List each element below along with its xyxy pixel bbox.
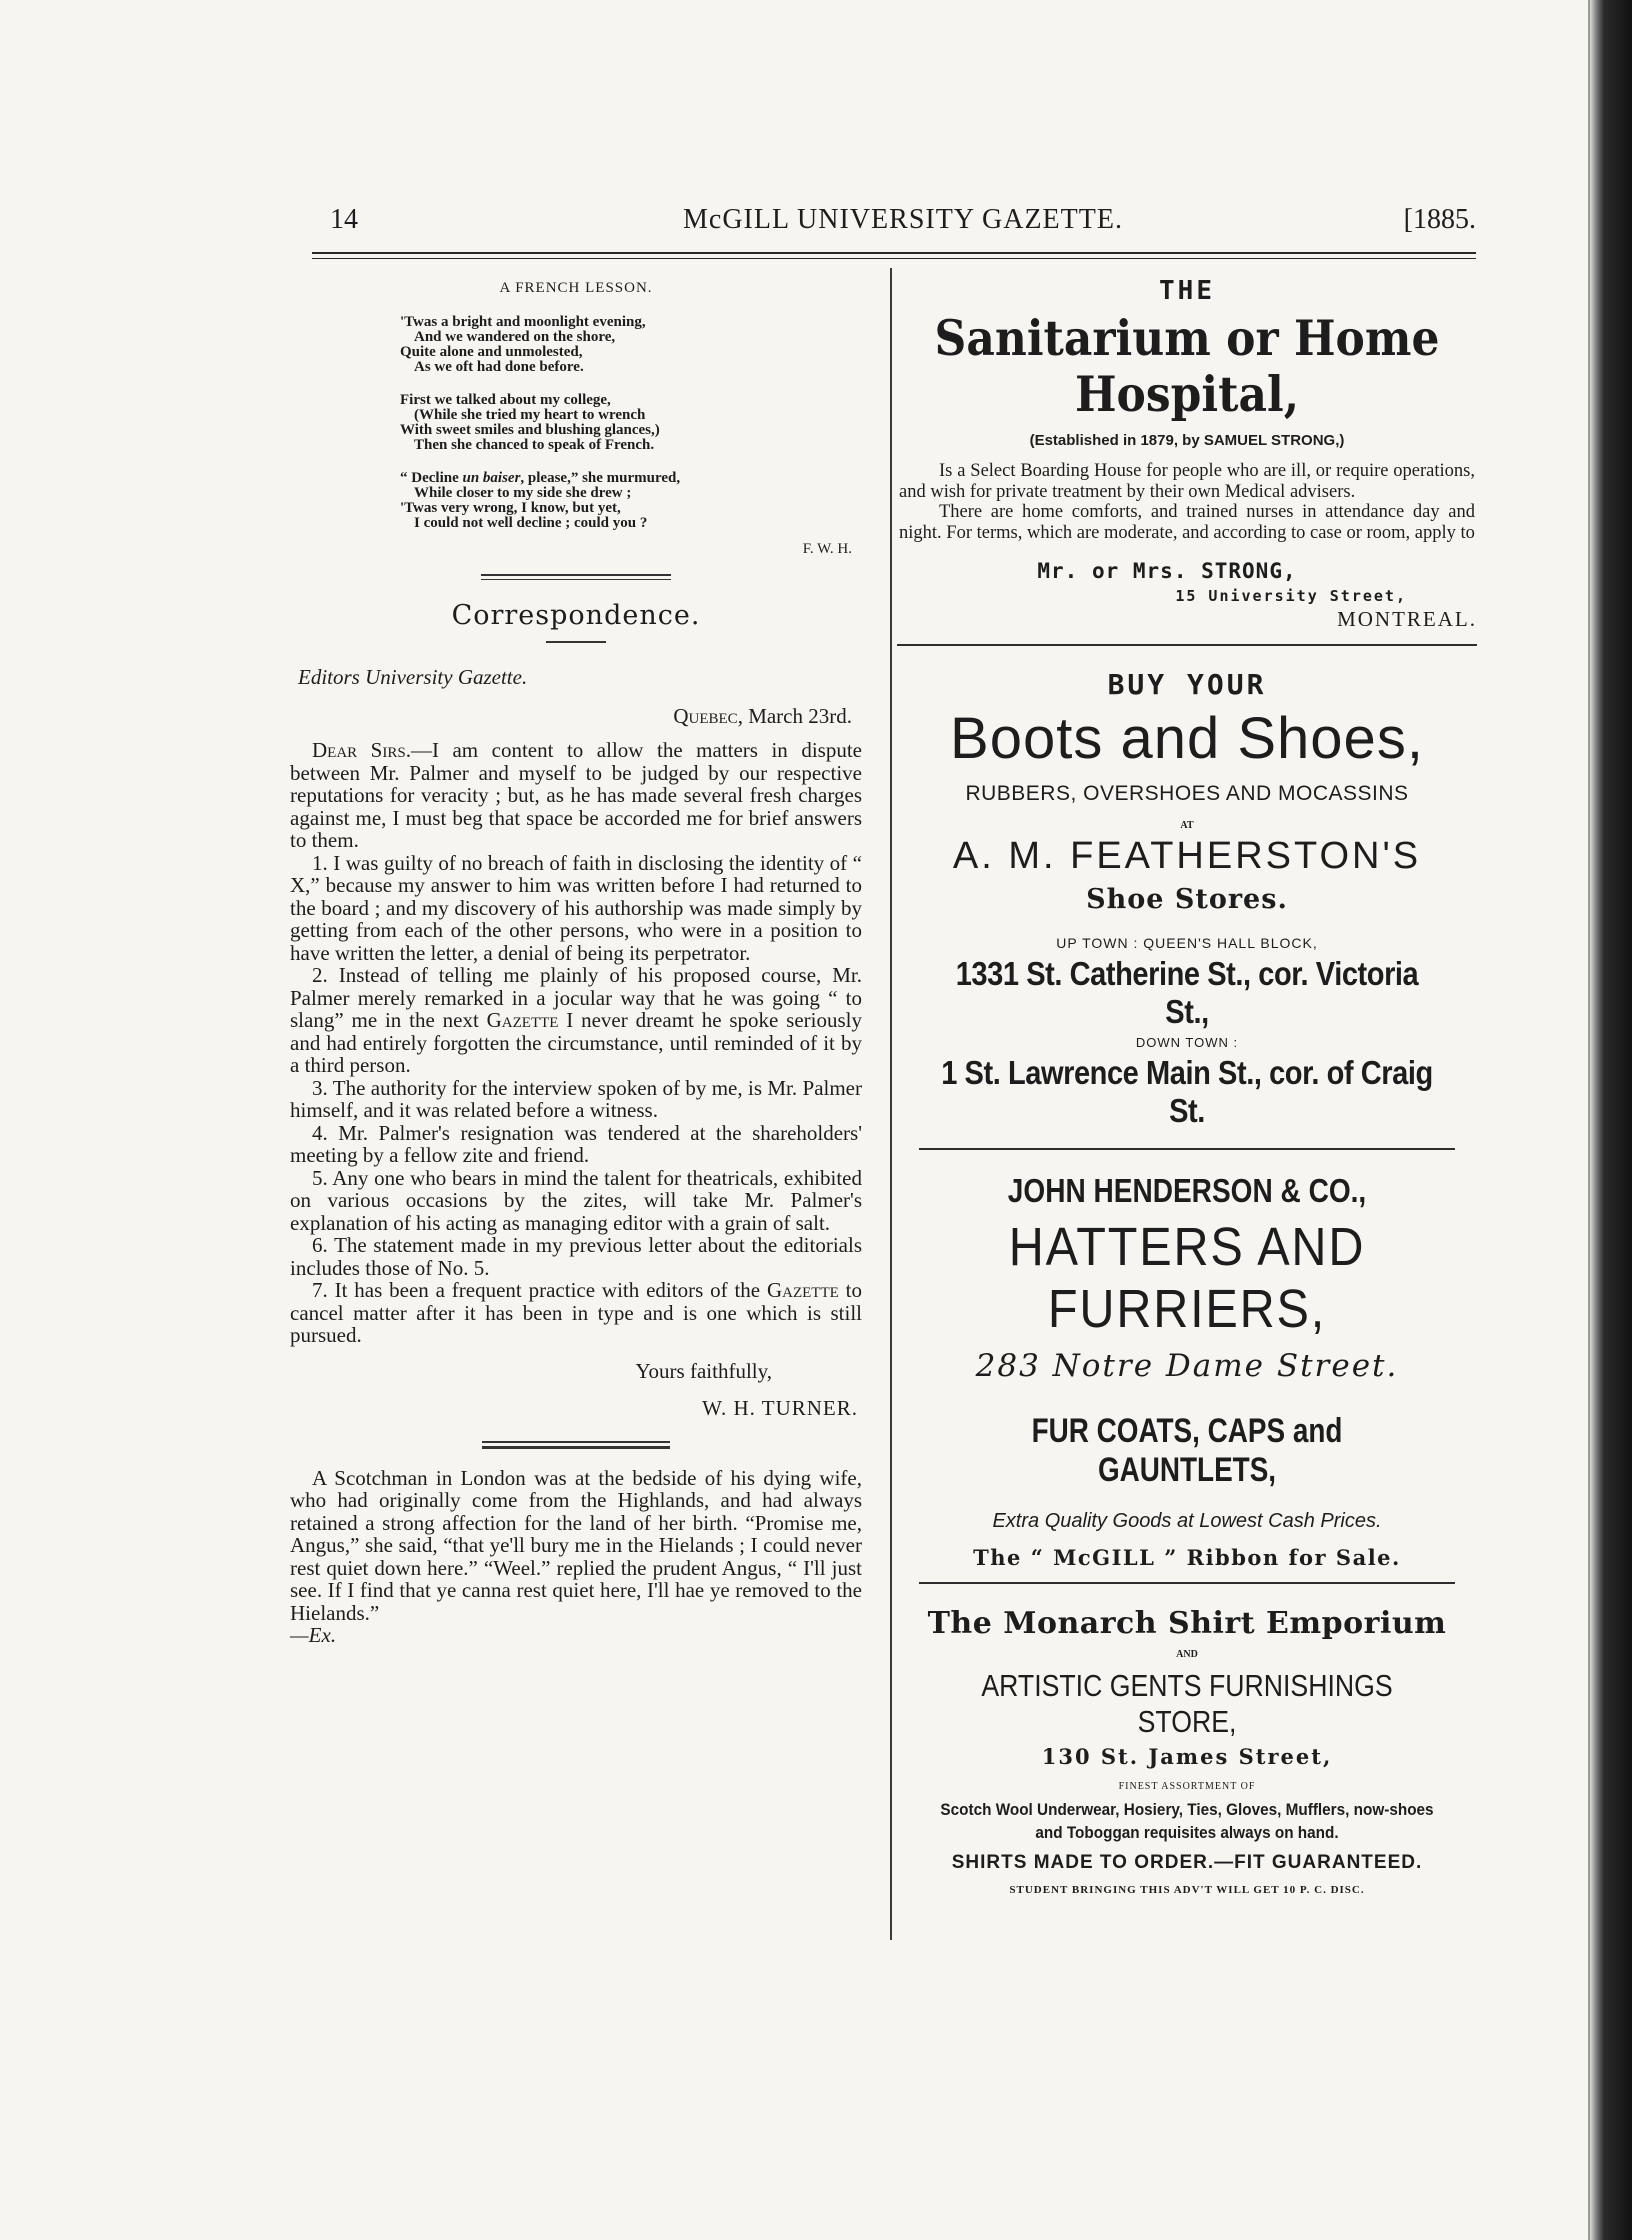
ad-paragraph: There are home comforts, and trained nurses in attendance day and night. For terms, which are moderate, and according to case or room, apply to <box>899 502 1475 543</box>
poem-line <box>400 471 862 486</box>
ad-boots-sub: RUBBERS, OVERSHOES AND MOCASSINS <box>965 782 1409 805</box>
header-rule-bottom <box>312 258 1476 259</box>
gazette-word: Gazette <box>766 1278 839 1302</box>
scan-edge <box>1590 0 1632 2240</box>
ad-boots-downtown: DOWN TOWN : <box>1135 1035 1239 1050</box>
letter-paragraph <box>290 1279 862 1347</box>
ad-boots-headline: Boots and Shoes, <box>950 706 1424 771</box>
ad-monarch-street: 130 St. James Street, <box>1041 1744 1333 1769</box>
right-column <box>897 270 1477 1896</box>
poem-signature: F. W. H. <box>802 541 852 557</box>
ad-henderson-street: 283 Notre Dame Street. <box>975 1348 1399 1384</box>
ad-sanitarium-address: 15 University Street, <box>1175 587 1407 605</box>
ad-boots-address-1: 1331 St. Catherine St., cor. Victoria St., <box>955 955 1419 1030</box>
poem-stanza-3 <box>400 471 862 531</box>
divider-rule <box>546 641 606 643</box>
ad-henderson-trade: HATTERS AND FURRIERS, <box>1008 1217 1366 1339</box>
ad-monarch-finest: FINEST ASSORTMENT OF <box>1118 1781 1256 1792</box>
poem-stanza-2 <box>400 393 862 453</box>
left-column <box>290 270 862 1647</box>
ad-henderson-tagline: Extra Quality Goods at Lowest Cash Prices. <box>992 1510 1382 1532</box>
ad-sanitarium-body <box>897 461 1477 543</box>
ad-boots-address-2: 1 St. Lawrence Main St., cor. of Craig St. <box>941 1054 1433 1129</box>
section-heading: Correspondence. <box>451 600 701 631</box>
ad-monarch-and: AND <box>1176 1649 1198 1660</box>
poem-line: First we talked about my college, <box>400 392 611 408</box>
letter-addressee: Editors University Gazette. <box>298 665 528 689</box>
poem-french-phrase: un baiser <box>462 470 521 486</box>
issue-year: [1885. <box>1403 204 1476 235</box>
page-number: 14 <box>330 204 358 235</box>
ad-henderson-name: JOHN HENDERSON & CO., <box>1007 1172 1367 1209</box>
poem-line: While closer to my side she drew ; <box>414 485 632 501</box>
ad-divider <box>897 644 1477 646</box>
column-divider <box>890 268 892 1940</box>
anecdote <box>290 1467 862 1647</box>
ad-monarch-name: The Monarch Shirt Emporium <box>927 1606 1447 1641</box>
ad-sanitarium-name: Sanitarium or Home Hospital, <box>934 310 1440 424</box>
header-rule-top <box>312 252 1476 254</box>
letter-paragraph <box>290 964 862 1077</box>
poem-fragment: “ Decline <box>400 470 463 486</box>
ad-henderson-products: FUR COATS, CAPS and GAUNTLETS, <box>1031 1412 1343 1489</box>
ad-sanitarium-contact: Mr. or Mrs. STRONG, <box>1037 559 1297 583</box>
paragraph-text: to cancel matter after it has been in type and is one which is still pursued. <box>290 1278 862 1347</box>
poem-fragment: , please,” she murmured, <box>520 470 681 486</box>
letter-body <box>290 739 862 1347</box>
letter-salutation: Dear Sirs <box>312 738 406 762</box>
poem-line: And we wandered on the shore, <box>414 329 616 345</box>
ad-boots-name: A. M. FEATHERSTON'S <box>952 835 1422 877</box>
ad-sanitarium-city: MONTREAL. <box>1337 607 1477 631</box>
letter-signature: W. H. TURNER. <box>702 1395 858 1420</box>
gazette-word: Gazette <box>486 1008 559 1032</box>
poem-line: As we oft had done before. <box>414 359 584 375</box>
divider-rule <box>482 1446 670 1449</box>
paragraph-text: I never dreamt he spoke seriously and had entirely forgotten the circumstance, until reminded of it by a third person. <box>290 1008 863 1077</box>
dateline-place: Quebec <box>673 704 738 728</box>
divider-rule <box>482 1441 670 1443</box>
letter-paragraph: 4. Mr. Palmer's resignation was tendered at the shareholders' meeting by a fellow zite and friend. <box>290 1120 862 1167</box>
ad-sanitarium-established: (Established in 1879, by SAMUEL STRONG,) <box>1029 432 1345 449</box>
poem-line: 'Twas a bright and moonlight evening, <box>400 314 646 330</box>
ad-monarch-shirts: SHIRTS MADE TO ORDER.—FIT GUARANTEED. <box>951 1852 1423 1873</box>
paragraph-text: .—I am content to allow the matters in dispute between Mr. Palmer and myself to be judged by our respective reputations for veracity ; but, as he has made several fresh charges against me, I must beg that space be accorded me for brief answers to them. <box>290 738 862 852</box>
letter-paragraph <box>290 739 862 852</box>
letter-paragraph: 1. I was guilty of no breach of faith in disclosing the identity of “ X,” because my answer to him was written before I had returned to the board ; and my discovery of his authorship was made simply by getting from each of the other persons, who were in a position to have written the letter, a denial of being its perpetrator. <box>290 850 862 965</box>
letter-paragraph: 3. The authority for the interview spoken of by me, is Mr. Palmer himself, and it was related before a witness. <box>290 1075 862 1122</box>
ad-monarch-store: ARTISTIC GENTS FURNISHINGS STORE, <box>981 1668 1393 1739</box>
ad-sanitarium-the: THE <box>1159 276 1215 306</box>
divider-rule <box>481 574 671 576</box>
ad-boots-uptown: UP TOWN : QUEEN'S HALL BLOCK, <box>1056 935 1318 951</box>
poem-title: A FRENCH LESSON. <box>499 280 653 296</box>
poem-line: (While she tried my heart to wrench <box>414 407 646 423</box>
letter-paragraph: 6. The statement made in my previous letter about the editorials includes those of No. 5. <box>290 1233 862 1280</box>
letter-paragraph: 5. Any one who bears in mind the talent for theatricals, exhibited on various occasions by the zites, will take Mr. Palmer's explanation of his acting as managing editor with a grain of salt. <box>290 1165 862 1235</box>
poem-line: Then she chanced to speak of French. <box>414 437 655 453</box>
anecdote-text: A Scotchman in London was at the bedside of his dying wife, who had originally come from the Highlands, and had always retained a strong affection for the land of her birth. “Promise me, Angus,” she said, “that ye'll bury me in the Hielands ; I could never rest quiet down here.” “Weel.” replied the prudent Angus, “ I'll just see. If I find that ye canna rest quiet here, I'll hae ye removed to the Hielands.” <box>290 1465 862 1625</box>
poem-stanza-1 <box>400 315 862 375</box>
ad-henderson-ribbon: The “ McGILL ” Ribbon for Sale. <box>973 1545 1401 1570</box>
anecdote-source: —Ex. <box>290 1623 337 1647</box>
ad-boots-at: AT <box>1180 820 1194 831</box>
ad-boots-buy: BUY YOUR <box>1107 668 1267 701</box>
paragraph-text: 2. Instead of telling me plainly of his proposed course, Mr. Palmer merely remarked in a jocular way that he was going “ to slang” me in the next <box>290 963 862 1032</box>
ad-monarch-goods: Scotch Wool Underwear, Hosiery, Ties, Gloves, Mufflers, now-shoes and Toboggan requisites always on hand. <box>940 1800 1434 1842</box>
ad-paragraph: Is a Select Boarding House for people who are ill, or require operations, and wish for private treatment by their own Medical advisers. <box>899 461 1475 502</box>
letter-dateline <box>290 704 862 729</box>
dateline-date: , March 23rd. <box>737 704 852 728</box>
ad-divider <box>919 1148 1455 1150</box>
paragraph-text: 7. It has been a frequent practice with editors of the <box>312 1278 767 1302</box>
ad-boots-stores: Shoe Stores. <box>1086 884 1288 915</box>
page-header <box>330 204 1476 244</box>
ad-divider <box>919 1582 1455 1584</box>
publication-title: McGILL UNIVERSITY GAZETTE. <box>683 204 1123 235</box>
divider-rule <box>481 579 671 580</box>
poem-line: 'Twas very wrong, I know, but yet, <box>400 500 621 516</box>
letter-closing: Yours faithfully, <box>635 1358 772 1383</box>
poem-line: With sweet smiles and blushing glances,) <box>400 422 660 438</box>
poem-line: Quite alone and unmolested, <box>400 344 583 360</box>
ad-monarch-student: STUDENT BRINGING THIS ADV'T WILL GET 10 P. C. DISC. <box>1009 1884 1365 1896</box>
poem-line: I could not well decline ; could you ? <box>414 515 648 531</box>
